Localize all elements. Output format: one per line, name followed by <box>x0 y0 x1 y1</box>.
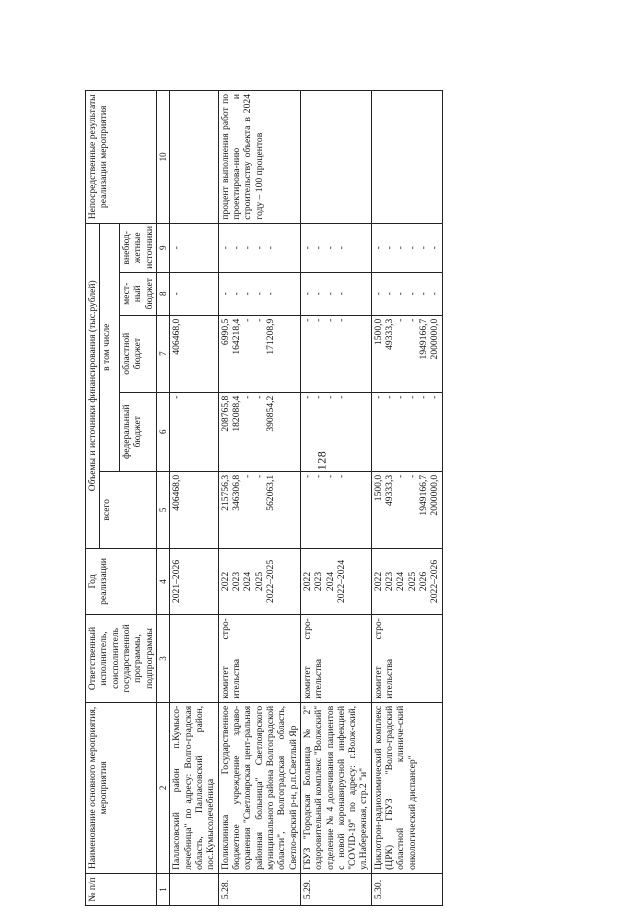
local-cell-value: - <box>384 292 396 296</box>
result-cell <box>170 91 218 224</box>
regional-cell-value: 1500,0 <box>372 318 384 346</box>
federal-cell <box>371 392 442 471</box>
table-sheet <box>85 90 555 906</box>
column-number: 2 <box>156 702 170 873</box>
year-cell-value: 2025 <box>406 571 418 592</box>
federal-cell-value: - <box>301 395 313 399</box>
offbudget-cell-value: - <box>264 246 276 250</box>
activity-name: ГБУЗ "Городская Больница № 2" оздоровительный комплекс "Волжский" отделение № 4 долечивания пациентов с новой коронавирусной инфекцией "COVID-19" по адресу: г.Волж-ский, ул.Набережная, стр.2 "и" <box>300 702 371 873</box>
header-num: № п/п <box>86 873 157 905</box>
year-cell <box>218 548 300 614</box>
local-cell <box>218 272 300 315</box>
result-cell <box>371 91 442 224</box>
year-cell-value: 2023 <box>231 571 243 592</box>
local-cell-value: - <box>335 292 347 296</box>
local-cell-value: - <box>372 292 384 296</box>
regional-cell-value: - <box>395 318 407 322</box>
offbudget-cell-value: - <box>253 246 265 250</box>
local-cell-value: - <box>264 292 276 296</box>
offbudget-cell-value: - <box>372 246 384 250</box>
federal-cell-value: - <box>384 395 396 399</box>
regional-cell <box>170 315 218 392</box>
executor-cell: комитет стро-ительства <box>371 615 442 703</box>
regional-cell-value: - <box>324 318 336 322</box>
header-results: Непосредственные результаты реализации мероприятия <box>86 91 157 224</box>
year-cell-value: 2022–2026 <box>429 559 441 604</box>
column-number: 9 <box>156 223 170 272</box>
activity-name: Поликлиника Государственное бюджетное учреждение здраво-охранения "Светлоярская цент-ральная районная больница" Светлоярского муниципального района Волгоградской области", Волгоградская область, Светло-ярский р-н, р.п.Светлый Яр <box>218 702 300 873</box>
offbudget-cell-value: - <box>231 246 243 250</box>
total-cell <box>300 471 371 548</box>
federal-cell <box>218 392 300 471</box>
column-number: 10 <box>156 91 170 224</box>
executor-cell: комитет стро-ительства <box>218 615 300 703</box>
regional-cell <box>300 315 371 392</box>
table-body <box>170 91 442 906</box>
column-number: 6 <box>156 392 170 471</box>
federal-cell-value: - <box>171 395 183 399</box>
header-offbudget: внебюд-жетные источники <box>119 223 156 272</box>
year-cell-value: 2026 <box>418 571 430 592</box>
federal-cell-value: - <box>406 395 418 399</box>
regional-cell-value: 164218,4 <box>231 318 243 355</box>
column-number-row <box>156 91 170 906</box>
header-funding: Объемы и источники финансирования (тыс.рублей) <box>86 223 100 548</box>
offbudget-cell-value: - <box>395 246 407 250</box>
total-cell-value: - <box>301 474 313 479</box>
federal-cell-value: - <box>335 395 347 399</box>
federal-cell-value: - <box>429 395 441 399</box>
federal-cell-value: - <box>372 395 384 399</box>
local-cell-value: - <box>313 292 325 296</box>
federal-cell-value: 182088,4 <box>231 395 243 432</box>
regional-cell <box>371 315 442 392</box>
row-number <box>170 873 218 905</box>
local-cell-value: - <box>231 292 243 296</box>
year-cell-value: 2023 <box>384 571 396 592</box>
column-number: 3 <box>156 615 170 703</box>
column-number: 4 <box>156 548 170 614</box>
total-cell <box>170 471 218 548</box>
header-executor: Ответственный исполнитель, соисполнитель государственной программы, подпрограммы <box>86 615 157 703</box>
local-cell-value: - <box>406 292 418 296</box>
column-number: 5 <box>156 471 170 548</box>
executor-cell: комитет стро-ительства <box>300 615 371 703</box>
total-cell <box>218 471 300 548</box>
local-cell-value: - <box>242 292 254 296</box>
federal-cell-value: - <box>313 395 325 399</box>
local-cell-value: - <box>395 292 407 296</box>
regional-cell-value: - <box>406 318 418 322</box>
total-cell-value: - <box>324 474 336 479</box>
local-cell-value: - <box>324 292 336 296</box>
regional-cell-value: - <box>301 318 313 322</box>
local-cell <box>371 272 442 315</box>
year-cell-value: 2024 <box>242 571 254 592</box>
regional-cell-value: - <box>313 318 325 322</box>
header-total: всего <box>100 471 157 548</box>
regional-cell-value: - <box>253 318 265 322</box>
budget-table <box>85 90 443 906</box>
offbudget-cell-value: - <box>171 246 183 250</box>
regional-cell-value: - <box>335 318 347 322</box>
year-cell-value: 2025 <box>253 571 265 592</box>
year-cell-value: 2021–2026 <box>171 559 183 604</box>
federal-cell-value: - <box>324 395 336 399</box>
total-cell-value: 2000000,0 <box>429 474 441 516</box>
year-cell-value: 2023 <box>313 571 325 592</box>
local-cell-value: - <box>301 292 313 296</box>
local-cell <box>300 272 371 315</box>
header-federal: федеральный бюджет <box>119 392 156 471</box>
local-cell-value: - <box>429 292 441 296</box>
header-year: Год реализации <box>86 548 157 614</box>
offbudget-cell-value: - <box>301 246 313 250</box>
total-cell-value: 1500,0 <box>372 474 384 502</box>
offbudget-cell <box>170 223 218 272</box>
total-cell-value: 49333,3 <box>384 474 396 506</box>
header-name: Наименование основного мероприятия, мероприятия <box>86 702 157 873</box>
offbudget-cell-value: - <box>384 246 396 250</box>
federal-cell-value: - <box>395 395 407 399</box>
table-row <box>300 91 371 906</box>
year-cell-value: 2022–2025 <box>264 559 276 604</box>
table-row <box>371 91 442 906</box>
result-cell: процент выполнения работ по проектирова-нию и строительству объекта в 2024 году – 100 процентов <box>218 91 300 224</box>
header-local: мест-ный бюджет <box>119 272 156 315</box>
row-number: 5.28. <box>218 873 300 905</box>
offbudget-cell-value: - <box>335 246 347 250</box>
offbudget-cell <box>300 223 371 272</box>
column-number: 1 <box>156 873 170 905</box>
offbudget-cell-value: - <box>324 246 336 250</box>
regional-cell-value: - <box>242 318 254 322</box>
federal-cell <box>170 392 218 471</box>
year-cell-value: 2024 <box>324 571 336 592</box>
page-number: 128 <box>314 450 329 471</box>
total-cell <box>371 471 442 548</box>
total-cell-value: 346306,8 <box>231 474 243 511</box>
offbudget-cell <box>218 223 300 272</box>
year-cell-value: 2022–2024 <box>335 559 347 604</box>
table-row <box>170 91 218 906</box>
total-cell-value: - <box>395 474 407 479</box>
row-number: 5.29. <box>300 873 371 905</box>
local-cell-value: - <box>171 292 183 296</box>
local-cell-value: - <box>253 292 265 296</box>
total-cell-value: - <box>313 474 325 479</box>
total-cell-value: - <box>406 474 418 479</box>
executor-cell <box>170 615 218 703</box>
regional-cell-value: 49333,3 <box>384 318 396 350</box>
regional-cell-value: 406468,0 <box>171 318 183 355</box>
activity-name: Циклотрон-радиохимический комплекс (ЦРК) ГБУЗ "Волго-градский областной клиниче-ский онкологический диспансер" <box>371 702 442 873</box>
federal-cell-value: - <box>242 395 254 399</box>
total-cell-value: 562063,1 <box>264 474 276 511</box>
regional-cell-value: 171208,9 <box>264 318 276 355</box>
federal-cell-value: - <box>253 395 265 399</box>
row-number: 5.30. <box>371 873 442 905</box>
local-cell-value: - <box>418 292 430 296</box>
total-cell-value: - <box>253 474 265 479</box>
offbudget-cell-value: - <box>418 246 430 250</box>
total-cell-value: 1949166,7 <box>418 474 430 516</box>
result-cell <box>300 91 371 224</box>
local-cell-value: - <box>219 292 231 296</box>
year-cell-value: 2022 <box>301 571 313 592</box>
regional-cell-value: 1949166,7 <box>418 318 430 360</box>
offbudget-cell-value: - <box>429 246 441 250</box>
table-row <box>218 91 300 906</box>
year-cell <box>170 548 218 614</box>
federal-cell-value: - <box>418 395 430 399</box>
offbudget-cell-value: - <box>313 246 325 250</box>
regional-cell <box>218 315 300 392</box>
year-cell-value: 2022 <box>372 571 384 592</box>
year-cell <box>300 548 371 614</box>
header-including: в том числе <box>100 223 120 471</box>
offbudget-cell <box>371 223 442 272</box>
total-cell-value: - <box>242 474 254 479</box>
federal-cell-value: 390854,2 <box>264 395 276 432</box>
column-number: 8 <box>156 272 170 315</box>
year-cell <box>371 548 442 614</box>
year-cell-value: 2024 <box>395 571 407 592</box>
total-cell-value: - <box>335 474 347 479</box>
local-cell <box>170 272 218 315</box>
federal-cell <box>300 392 371 471</box>
column-number: 7 <box>156 315 170 392</box>
header-regional: областной бюджет <box>119 315 156 392</box>
regional-cell-value: 2000000,0 <box>429 318 441 360</box>
total-cell-value: 215756,3 <box>219 474 231 511</box>
offbudget-cell-value: - <box>219 246 231 250</box>
offbudget-cell-value: - <box>406 246 418 250</box>
year-cell-value: 2022 <box>219 571 231 592</box>
federal-cell-value: 208765,8 <box>219 395 231 432</box>
offbudget-cell-value: - <box>242 246 254 250</box>
regional-cell-value: 6990,5 <box>219 318 231 346</box>
activity-name: Палласовский район п.Кумысо-лечебница" по адресу: Волго-градская область, Палласовский район, пос.Кумысолечебница <box>170 702 218 873</box>
total-cell-value: 406468,0 <box>171 474 183 511</box>
